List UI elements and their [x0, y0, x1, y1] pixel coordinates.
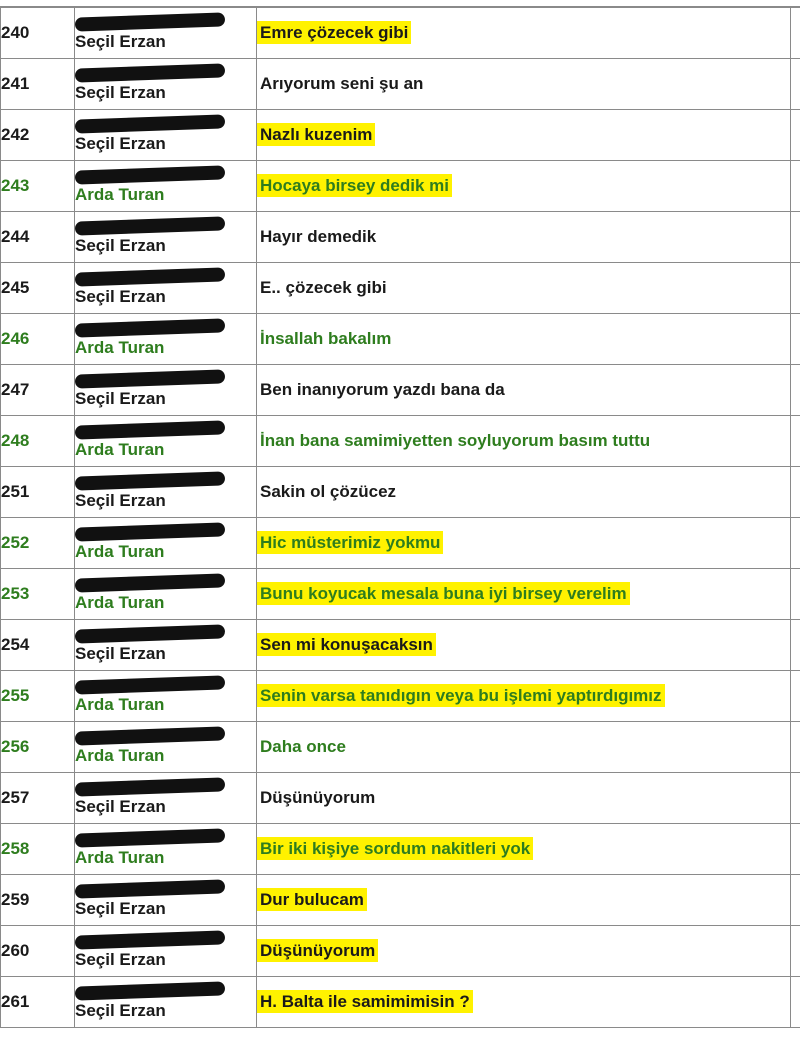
sender-cell — [75, 263, 257, 314]
cropped-column — [791, 365, 800, 416]
redacted-phone — [75, 572, 256, 592]
message-text: Sen mi konuşacaksın — [257, 633, 436, 656]
message-log-body — [1, 8, 800, 1028]
redaction-scribble — [75, 828, 225, 847]
cropped-column — [791, 722, 800, 773]
sender-name: Seçil Erzan — [75, 388, 166, 408]
cropped-column — [791, 773, 800, 824]
message-text: Hocaya birsey dedik mi — [257, 174, 452, 197]
message-cell — [257, 620, 791, 671]
row-number: 252 — [1, 518, 75, 569]
message-text: İnan bana samimiyetten soyluyorum basım tuttu — [260, 431, 651, 450]
sender-cell — [75, 977, 257, 1028]
redacted-phone — [75, 266, 256, 286]
message-text: Ben inanıyorum yazdı bana da — [260, 380, 505, 399]
redacted-phone — [75, 980, 256, 1000]
cropped-column — [791, 926, 800, 977]
redaction-scribble — [75, 777, 225, 796]
table-row — [1, 365, 800, 416]
message-cell — [257, 110, 791, 161]
sender-cell — [75, 926, 257, 977]
table-row — [1, 773, 800, 824]
message-cell — [257, 467, 791, 518]
cropped-column — [791, 212, 800, 263]
row-number: 256 — [1, 722, 75, 773]
table-row — [1, 722, 800, 773]
table-top-edge — [0, 0, 800, 7]
sender-name: Arda Turan — [75, 337, 165, 357]
table-row — [1, 8, 800, 59]
sender-cell — [75, 569, 257, 620]
cropped-column — [791, 110, 800, 161]
redaction-scribble — [75, 726, 225, 745]
cropped-column — [791, 518, 800, 569]
sender-name: Arda Turan — [75, 184, 165, 204]
table-row — [1, 569, 800, 620]
cropped-column — [791, 875, 800, 926]
message-text: Düşünüyorum — [260, 788, 376, 807]
message-text: Arıyorum seni şu an — [260, 74, 424, 93]
sender-name: Seçil Erzan — [75, 133, 166, 153]
row-number: 245 — [1, 263, 75, 314]
message-cell — [257, 518, 791, 569]
row-number: 257 — [1, 773, 75, 824]
redaction-scribble — [75, 675, 225, 694]
sender-name: Seçil Erzan — [75, 235, 166, 255]
message-text: Bunu koyucak mesala buna iyi birsey verelim — [257, 582, 630, 605]
cropped-column — [791, 59, 800, 110]
redacted-phone — [75, 113, 256, 133]
redacted-phone — [75, 164, 256, 184]
redaction-scribble — [75, 471, 225, 490]
redaction-scribble — [75, 369, 225, 388]
row-number: 244 — [1, 212, 75, 263]
row-number: 251 — [1, 467, 75, 518]
redacted-phone — [75, 827, 256, 847]
row-number: 242 — [1, 110, 75, 161]
row-number: 246 — [1, 314, 75, 365]
cropped-column — [791, 314, 800, 365]
redaction-scribble — [75, 216, 225, 235]
sender-cell — [75, 212, 257, 263]
table-row — [1, 263, 800, 314]
table-row — [1, 671, 800, 722]
row-number: 258 — [1, 824, 75, 875]
message-cell — [257, 161, 791, 212]
redacted-phone — [75, 470, 256, 490]
cropped-column — [791, 977, 800, 1028]
message-text: Emre çözecek gibi — [257, 21, 411, 44]
redacted-phone — [75, 317, 256, 337]
redaction-scribble — [75, 573, 225, 592]
message-text: Hic müsterimiz yokmu — [257, 531, 443, 554]
redacted-phone — [75, 623, 256, 643]
message-cell — [257, 8, 791, 59]
redaction-scribble — [75, 522, 225, 541]
sender-cell — [75, 824, 257, 875]
sender-name: Arda Turan — [75, 439, 165, 459]
message-log-table — [0, 7, 800, 1028]
sender-cell — [75, 518, 257, 569]
message-text: Sakin ol çözücez — [260, 482, 397, 501]
sender-cell — [75, 161, 257, 212]
cropped-column — [791, 161, 800, 212]
cropped-column — [791, 8, 800, 59]
redaction-scribble — [75, 114, 225, 133]
message-text: Daha once — [260, 737, 346, 756]
message-cell — [257, 824, 791, 875]
sender-name: Arda Turan — [75, 694, 165, 714]
message-cell — [257, 671, 791, 722]
row-number: 248 — [1, 416, 75, 467]
message-text: Düşünüyorum — [257, 939, 378, 962]
message-cell — [257, 365, 791, 416]
row-number: 261 — [1, 977, 75, 1028]
table-row — [1, 59, 800, 110]
sender-name: Seçil Erzan — [75, 490, 166, 510]
message-text: Bir iki kişiye sordum nakitleri yok — [257, 837, 533, 860]
sender-cell — [75, 110, 257, 161]
message-cell — [257, 59, 791, 110]
table-row — [1, 314, 800, 365]
cropped-column — [791, 416, 800, 467]
row-number: 253 — [1, 569, 75, 620]
redacted-phone — [75, 725, 256, 745]
sender-name: Seçil Erzan — [75, 898, 166, 918]
sender-name: Arda Turan — [75, 745, 165, 765]
sender-name: Seçil Erzan — [75, 643, 166, 663]
sender-cell — [75, 416, 257, 467]
row-number: 260 — [1, 926, 75, 977]
message-cell — [257, 926, 791, 977]
sender-name: Seçil Erzan — [75, 949, 166, 969]
table-row — [1, 977, 800, 1028]
message-cell — [257, 977, 791, 1028]
redaction-scribble — [75, 165, 225, 184]
row-number: 240 — [1, 8, 75, 59]
row-number: 259 — [1, 875, 75, 926]
sender-cell — [75, 875, 257, 926]
sender-cell — [75, 59, 257, 110]
sender-cell — [75, 671, 257, 722]
redaction-scribble — [75, 624, 225, 643]
sender-name: Seçil Erzan — [75, 31, 166, 51]
sender-cell — [75, 773, 257, 824]
redacted-phone — [75, 776, 256, 796]
table-row — [1, 875, 800, 926]
redacted-phone — [75, 878, 256, 898]
sender-cell — [75, 365, 257, 416]
redacted-phone — [75, 215, 256, 235]
row-number: 247 — [1, 365, 75, 416]
cropped-column — [791, 824, 800, 875]
redacted-phone — [75, 674, 256, 694]
cropped-column — [791, 569, 800, 620]
message-cell — [257, 416, 791, 467]
cropped-column — [791, 620, 800, 671]
sender-cell — [75, 467, 257, 518]
sender-name: Seçil Erzan — [75, 286, 166, 306]
sender-name: Arda Turan — [75, 541, 165, 561]
redaction-scribble — [75, 267, 225, 286]
sender-cell — [75, 314, 257, 365]
redaction-scribble — [75, 981, 225, 1000]
message-cell — [257, 212, 791, 263]
message-text: Senin varsa tanıdıgın veya bu işlemi yaptırdıgımız — [257, 684, 665, 707]
sender-name: Arda Turan — [75, 592, 165, 612]
message-cell — [257, 569, 791, 620]
table-row — [1, 518, 800, 569]
sender-name: Arda Turan — [75, 847, 165, 867]
message-cell — [257, 314, 791, 365]
table-row — [1, 467, 800, 518]
cropped-column — [791, 467, 800, 518]
row-number: 255 — [1, 671, 75, 722]
row-number: 243 — [1, 161, 75, 212]
message-text: İnsallah bakalım — [260, 329, 392, 348]
redaction-scribble — [75, 63, 225, 82]
message-cell — [257, 773, 791, 824]
message-text: Hayır demedik — [260, 227, 377, 246]
redaction-scribble — [75, 930, 225, 949]
message-text: E.. çözecek gibi — [260, 278, 387, 297]
cropped-column — [791, 671, 800, 722]
redacted-phone — [75, 419, 256, 439]
table-row — [1, 620, 800, 671]
redacted-phone — [75, 62, 256, 82]
redaction-scribble — [75, 879, 225, 898]
redacted-phone — [75, 368, 256, 388]
table-row — [1, 212, 800, 263]
redaction-scribble — [75, 420, 225, 439]
table-row — [1, 110, 800, 161]
sender-name: Seçil Erzan — [75, 1000, 166, 1020]
message-text: H. Balta ile samimimisin ? — [257, 990, 473, 1013]
redacted-phone — [75, 521, 256, 541]
redacted-phone — [75, 11, 256, 31]
message-cell — [257, 875, 791, 926]
redaction-scribble — [75, 12, 225, 31]
sender-cell — [75, 722, 257, 773]
message-cell — [257, 722, 791, 773]
row-number: 241 — [1, 59, 75, 110]
sender-cell — [75, 620, 257, 671]
message-cell — [257, 263, 791, 314]
row-number: 254 — [1, 620, 75, 671]
table-row — [1, 824, 800, 875]
table-row — [1, 161, 800, 212]
table-row — [1, 926, 800, 977]
cropped-column — [791, 263, 800, 314]
sender-cell — [75, 8, 257, 59]
message-text: Nazlı kuzenim — [257, 123, 375, 146]
redaction-scribble — [75, 318, 225, 337]
redacted-phone — [75, 929, 256, 949]
sender-name: Seçil Erzan — [75, 82, 166, 102]
message-text: Dur bulucam — [257, 888, 367, 911]
sender-name: Seçil Erzan — [75, 796, 166, 816]
table-row — [1, 416, 800, 467]
